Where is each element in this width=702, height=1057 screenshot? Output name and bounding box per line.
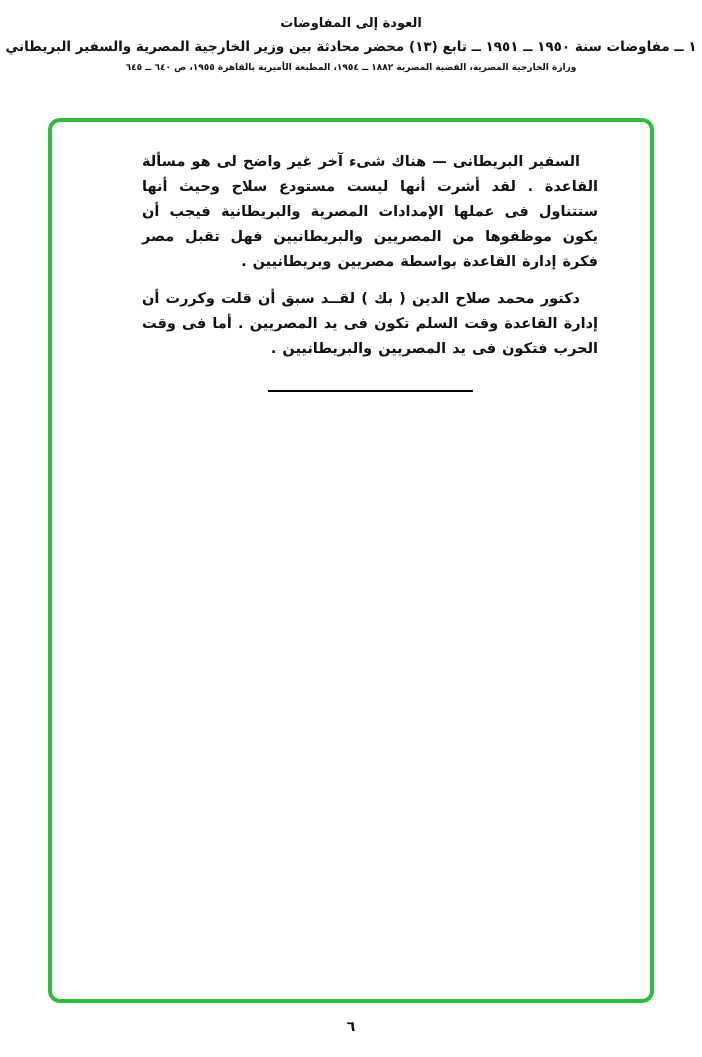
page-number: ٦ bbox=[346, 1019, 356, 1035]
transcript-text bbox=[142, 150, 598, 392]
paragraph-salah-el-din: دكتور محمد صلاح الدين ( بك ) لقــد سبق أن قلت وكررت أن إدارة القاعدة وقت السلم تكون فى يد المصريين . أما فى وقت الحرب فتكون فى يد المصريين والبريطانيين . bbox=[142, 291, 598, 357]
document-header bbox=[0, 16, 702, 73]
document-heading: ١ ــ مفاوضات سنة ١٩٥٠ ــ ١٩٥١ ــ تابع (١٣) محضر محادثة بين وزير الخارجية المصرية والسفير البريطاني bbox=[5, 39, 697, 55]
highlight-box bbox=[48, 118, 654, 1003]
paragraph-british-ambassador: السفير البريطانى — هناك شىء آخر غير واضح لى هو مسألة القاعدة . لقد أشرت أنها ليست مستودع سلاح وحيث أنها ستتناول فى عملها الإمدادات المصرية والبريطانية فيجب أن يكون موظفوها من المصريين والبريطانيين فهل تقبل مصر فكرة إدارة القاعدة بواسطة مصريين وبريطانيين . bbox=[142, 154, 598, 270]
page-title: العودة إلى المفاوضات bbox=[280, 16, 422, 31]
source-citation: وزارة الخارجية المصرية، القضية المصرية ١٨٨٢ ــ ١٩٥٤، المطبعة الأميرية بالقاهرة ١٩٥٥، ص ٦٤٠ ــ ٦٤٥ bbox=[125, 63, 577, 73]
separator-line bbox=[268, 390, 473, 392]
